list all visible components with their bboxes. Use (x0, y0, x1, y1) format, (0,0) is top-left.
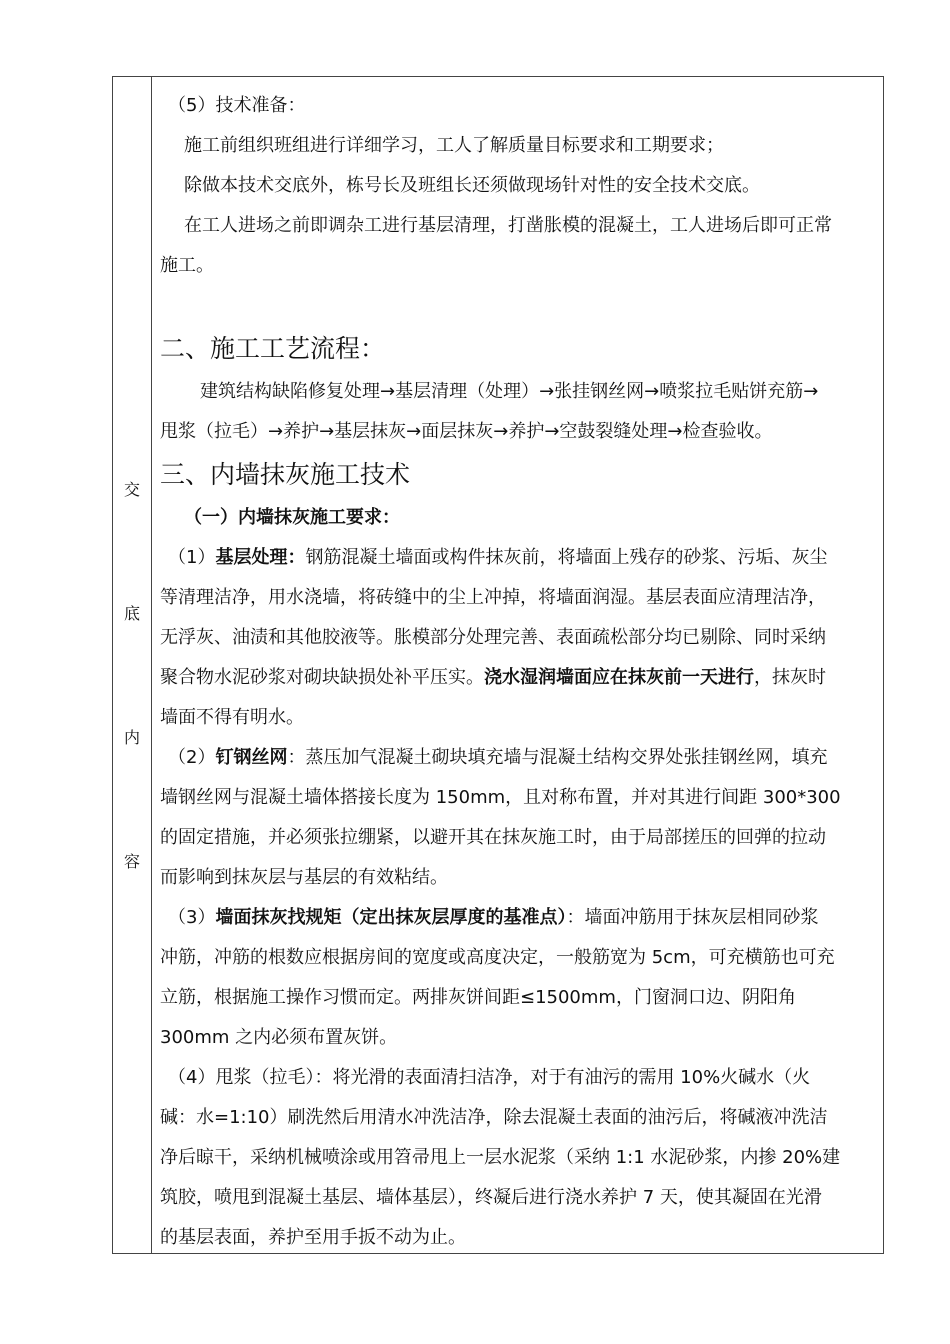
item2-line: 的固定措施，并必须张拉绷紧，以避开其在抹灰施工时，由于局部搓压的回弹的拉动 (160, 827, 826, 848)
item4-line: 的基层表面，养护至用手扳不动为止。 (160, 1227, 466, 1248)
side-label-char: 内 (123, 728, 140, 747)
content-cell (160, 86, 876, 1258)
flow-line: 建筑结构缺陷修复处理→基层清理（处理）→张挂钢丝网→喷浆拉毛贴饼充筋→ (200, 381, 819, 402)
section3-subtitle (160, 498, 876, 538)
item3-line (160, 898, 876, 938)
prep-paragraph: 在工人进场之前即调杂工进行基层清理，打凿胀模的混凝土，工人进场后即可正常 (184, 215, 832, 236)
section2-title: 二、施工工艺流程： (160, 334, 386, 363)
item2-line (160, 738, 876, 778)
item1-text: 钢筋混凝土墙面或构件抹灰前，将墙面上残存的砂浆、污垢、灰尘 (305, 547, 828, 568)
item1-line: 等清理洁净，用水浇墙，将砖缝中的尘上冲掉，将墙面润湿。基层表面应清理洁净， (160, 587, 826, 608)
item1-bold: 基层处理： (215, 547, 306, 568)
item4-line: （4）甩浆（拉毛）：将光滑的表面清扫洁净，对于有油污的需用 10%火碱水（火 (168, 1067, 811, 1088)
prep-paragraph: 除做本技术交底外，栋号长及班组长还须做现场针对性的安全技术交底。 (184, 175, 760, 196)
item1-line: 无浮灰、油渍和其他胶液等。胀模部分处理完善、表面疏松部分均已剔除、同时采纳 (160, 627, 826, 648)
item3-text: ：墙面冲筋用于抹灰层相同砂浆 (566, 907, 819, 928)
subtitle-text: （一）内墙抹灰施工要求： (184, 507, 400, 528)
item1-line (160, 538, 876, 578)
column-divider (151, 76, 152, 1254)
side-label-char: 交 (123, 480, 140, 499)
prep-heading: （5）技术准备： (168, 95, 306, 116)
item1-line (160, 658, 876, 698)
prep-paragraph: 施工前组织班组进行详细学习，工人了解质量目标要求和工期要求； (184, 135, 724, 156)
prep-paragraph: 施工。 (160, 255, 214, 276)
item2-line: 墙钢丝网与混凝土墙体搭接长度为 150mm，且对称布置，并对其进行间距 300*300 (160, 787, 841, 808)
item4-line: 净后晾干，采纳机械喷涂或用笤帚甩上一层水泥浆（采纳 1:1 水泥砂浆，内掺 20%建 (160, 1147, 841, 1168)
item3-line: 冲筋，冲筋的根数应根据房间的宽度或高度决定，一般筋宽为 5cm，可充横筋也可充 (160, 947, 835, 968)
item1-emphasis: 浇水湿润墙面应在抹灰前一天进行 (484, 667, 754, 688)
item3-line: 立筋，根据施工操作习惯而定。两排灰饼间距≤1500mm，门窗洞口边、阴阳角 (160, 987, 796, 1008)
item1-text: 聚合物水泥砂浆对砌块缺损处补平压实。 (160, 667, 484, 688)
item1-text: ，抹灰时 (754, 667, 826, 688)
item2-bold: 钉钢丝网 (215, 747, 288, 768)
side-label-char: 容 (123, 852, 140, 871)
item2-prefix: （2） (168, 747, 216, 768)
item3-line: 300mm 之内必须布置灰饼。 (160, 1027, 398, 1048)
item4-line: 碱：水=1:10）刷洗然后用清水冲洗洁净，除去混凝土表面的油污后，将碱液冲洗洁 (160, 1107, 828, 1128)
item1-prefix: （1） (168, 547, 216, 568)
spacer (160, 286, 876, 326)
item1-line: 墙面不得有明水。 (160, 707, 304, 728)
item2-text: ：蒸压加气混凝土砌块填充墙与混凝土结构交界处张挂钢丝网，填充 (287, 747, 828, 768)
item4-line: 筑胶，喷甩到混凝土基层、墙体基层），终凝后进行浇水养护 7 天，使其凝固在光滑 (160, 1187, 822, 1208)
item3-prefix: （3） (168, 907, 216, 928)
item2-line: 而影响到抹灰层与基层的有效粘结。 (160, 867, 448, 888)
section3-title: 三、内墙抹灰施工技术 (160, 460, 411, 489)
item3-bold: 墙面抹灰找规矩（定出抹灰层厚度的基准点） (215, 907, 567, 928)
side-label-char: 底 (123, 604, 140, 623)
flow-line: 甩浆（拉毛）→养护→基层抹灰→面层抹灰→养护→空鼓裂缝处理→检查验收。 (160, 421, 773, 442)
